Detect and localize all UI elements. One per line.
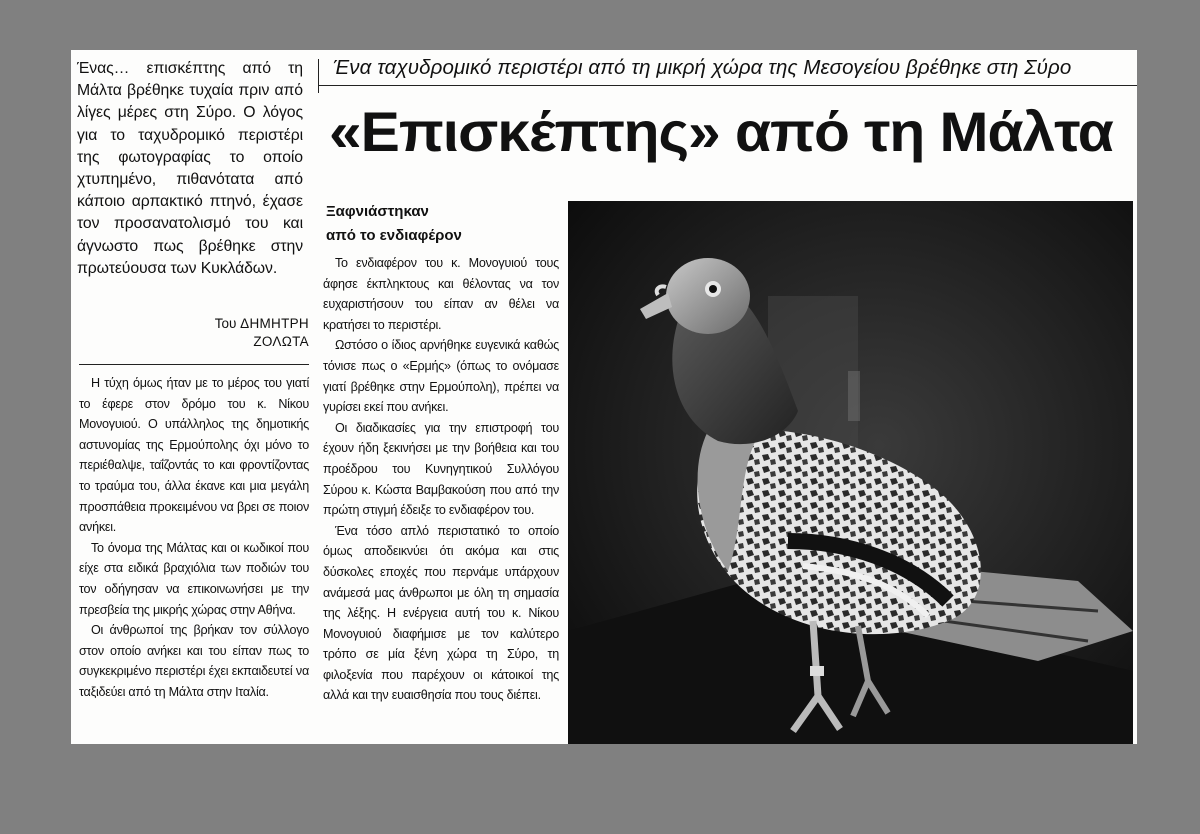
paragraph: Το όνομα της Μάλτας και οι κωδικοί που είχε στα ειδικά βραχιόλια των ποδιών του τον οδήγησαν να επικοινωνήσει με την πρεσβεία της μικρής χώρας στην Αθήνα.: [79, 540, 309, 617]
byline-prefix: Του: [214, 316, 237, 331]
article-subtitle: Ένα ταχυδρομικό περιστέρι από τη μικρή χώρα της Μεσογείου βρέθηκε στη Σύρο: [333, 56, 1072, 79]
subtitle-rule: [319, 85, 1137, 86]
pigeon-illustration: [568, 201, 1133, 744]
pigeon-photo: [568, 201, 1133, 744]
paragraph: Ωστόσο ο ίδιος αρνήθηκε ευγενικά καθώς τόνισε πως ο «Ερμής» (όπως το ονόμασε γιατί βρέθηκε στην Ερμούπολη), πρέπει να γυρίσει εκεί που ανήκει.: [323, 338, 559, 415]
column-divider: [79, 364, 309, 365]
author-first-name: ΔΗΜΗΤΡΗ: [240, 316, 309, 331]
byline: [181, 315, 309, 351]
newspaper-clipping: [71, 50, 1137, 744]
paragraph: Οι άνθρωποί της βρήκαν τον σύλλογο στον οποίο ανήκει και του είπαν πως το συγκεκριμένο περιστέρι έχει εκπαιδευτεί να ταξιδεύει από τη Μάλτα στην Ιταλία.: [79, 623, 309, 699]
author-last-name: ΖΟΛΩΤΑ: [253, 334, 309, 349]
article-lead: Ένας… επισκέπτης από τη Μάλτα βρέθηκε τυχαία πριν από λίγες μέρες στη Σύρο. Ο λόγος για το ταχυδρομικό περιστέρι της φωτογραφίας το οποίο χτυπημένο, πιθανότατα από κάποιο αρπακτικό πτηνό, έχασε τον προσανατολισμό του και άγνωστο πως βρέθηκε στην πρωτεύουσα των Κυκλάδων.: [77, 60, 303, 277]
section-heading-line: από το ενδιαφέρον: [326, 227, 462, 244]
section-heading-line: Ξαφνιάστηκαν: [326, 203, 429, 220]
paragraph: Το ενδιαφέρον του κ. Μονογυιού τους άφησε έκπληκτους και θέλοντας να τον ευχαριστήσουν του είπαν αν θέλει να κρατήσει το περιστέρι.: [323, 256, 559, 332]
body-column-1: [79, 373, 309, 703]
article-headline: «Επισκέπτης» από τη Μάλτα: [329, 100, 1113, 163]
paragraph: Οι διαδικασίες για την επιστροφή του έχουν ήδη ξεκινήσει με την βοήθεια και του προέδρου του Κυνηγητικού Συλλόγου Σύρου κ. Κώστα Βαμβακούση που από την πρώτη στιγμή έδειξε το ενδιαφέρον του.: [323, 420, 559, 518]
paragraph: Η τύχη όμως ήταν με το μέρος του γιατί το έφερε στον δρόμο του κ. Νίκου Μονογυιού. Ο υπάλληλος της δημοτικής αστυνομίας της Ερμούπολης όχι μόνο το περιέθαλψε, ταΐζοντάς το και φροντίζοντας το τραύμα του, άλλα έκανε και μια μεγάλη προσπάθεια προκειμένου να βρει σε ποιον ανήκει.: [79, 376, 309, 535]
header-divider: [318, 59, 319, 93]
paragraph: Ένα τόσο απλό περιστατικό το οποίο όμως αποδεικνύει ότι ακόμα και στις δύσκολες εποχές που περνάμε υπάρχουν ανάμεσά μας άνθρωποι με όλη τη σημασία της λέξης. Η ενέργεια αυτή του κ. Νίκου Μονογυιού διαφήμισε με τον καλύτερο τρόπο σε μία ξένη χώρα τη Σύρο, τη φιλοξενία που παρέχουν οι κάτοικοί της αλλά και την ευαισθησία που τους διέπει.: [323, 523, 559, 703]
body-column-2: [323, 253, 559, 706]
section-heading: [326, 200, 566, 248]
